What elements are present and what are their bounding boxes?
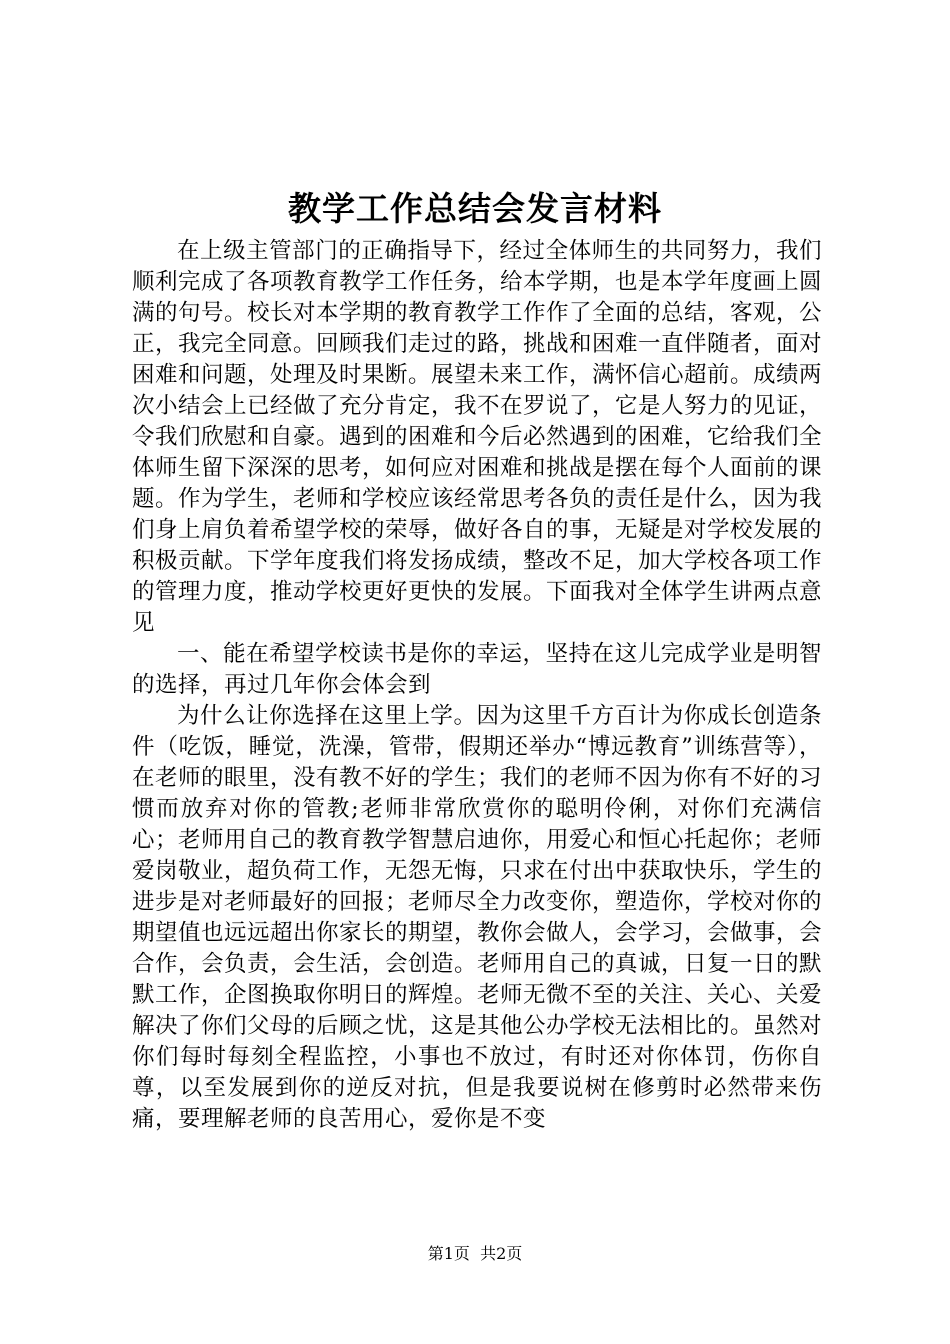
paragraph-point-one: 一、能在希望学校读书是你的幸运，坚持在这儿完成学业是明智的选择，再过几年你会体会到 [132, 641, 822, 698]
page-number-current: 第1页 [427, 1244, 470, 1263]
footer-spacer [470, 1244, 480, 1263]
page-footer [0, 1242, 950, 1266]
page-number-total: 共2页 [480, 1244, 523, 1263]
document-body [132, 236, 822, 1135]
document-title: 教学工作总结会发言材料 [288, 189, 662, 228]
paragraph-intro: 在上级主管部门的正确指导下，经过全体师生的共同努力，我们顺利完成了各项教育教学工作任务，给本学期，也是本学年度画上圆满的句号。校长对本学期的教育教学工作作了全面的总结，客观，公正，我完全同意。回顾我们走过的路，挑战和困难一直伴随者，面对困难和问题，处理及时果断。展望未来工作，满怀信心超前。成绩两次小结会上已经做了充分肯定，我不在罗说了，它是人努力的见证，令我们欣慰和自豪。遇到的困难和今后必然遇到的困难，它给我们全体师生留下深深的思考，如何应对困难和挑战是摆在每个人面前的课题。作为学生，老师和学校应该经常思考各负的责任是什么，因为我们身上肩负着希望学校的荣辱，做好各自的事，无疑是对学校发展的积极贡献。下学年度我们将发扬成绩，整改不足，加大学校各项工作的管理力度，推动学校更好更快的发展。下面我对全体学生讲两点意见 [132, 238, 823, 636]
paragraph-reason: 为什么让你选择在这里上学。因为这里千方百计为你成长创造条件（吃饭，睡觉，洗澡，管带，假期还举办“博远教育”训练营等），在老师的眼里，没有教不好的学生；我们的老师不因为你有不好的习惯而放弃对你的管教;老师非常欣赏你的聪明伶俐，对你们充满信心；老师用自己的教育教学智慧启迪你，用爱心和恒心托起你；老师爱岗敬业，超负荷工作，无怨无悔，只求在付出中获取快乐，学生的进步是对老师最好的回报；老师尽全力改变你，塑造你，学校对你的期望值也远远超出你家长的期望，教你会做人，会学习，会做事，会合作，会负责，会生活，会创造。老师用自己的真诚，日复一日的默默工作，企图换取你明日的辉煌。老师无微不至的关注、关心、关爱解决了你们父母的后顾之忧，这是其他公办学校无法相比的。虽然对你们每时每刻全程监控，小事也不放过，有时还对你体罚，伤你自尊，以至发展到你的逆反对抗，但是我要说树在修剪时必然带来伤痛，要理解老师的良苦用心，爱你是不变 [132, 703, 823, 1132]
